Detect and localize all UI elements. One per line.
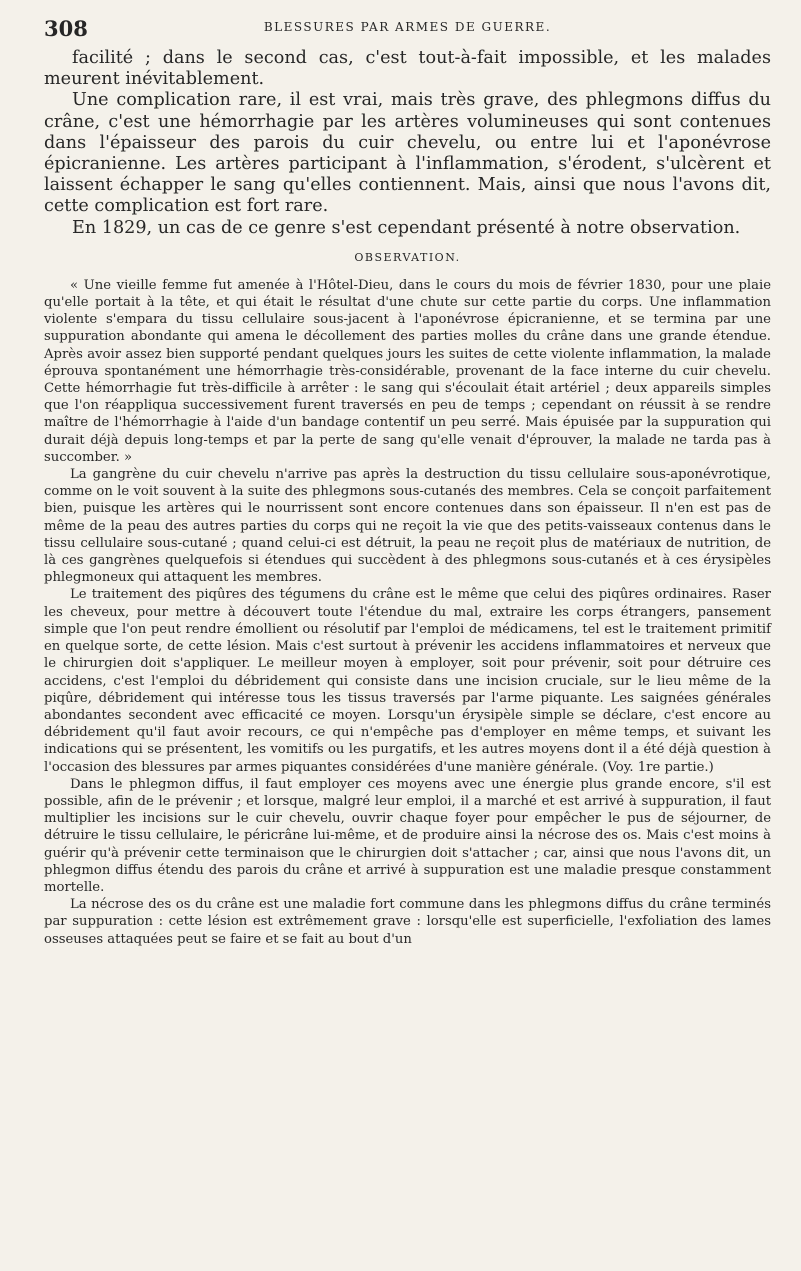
paragraph: Une complication rare, il est vrai, mais très grave, des phlegmons diffus du crâne, c'est une hémorrhagie par les artères volumineuses qui sont contenues dans l'épaisseur des parois du cuir chevelu, ou entre lui et l'aponévrose épicranienne. Les artères participant à l'inflammation, s'érodent, s'ulcèrent et laissent échapper le sang qu'elles contiennent. Mais, ainsi que nous l'avons dit, cette complication est fort rare. <box>44 90 771 217</box>
paragraph: La gangrène du cuir chevelu n'arrive pas après la destruction du tissu cellulaire sous-aponévrotique, comme on le voit souvent à la suite des phlegmons sous-cutanés des membres. Cela se conçoit parfaitement bien, puisque les artères qui le nourrissent sont encore contenues dans son épaisseur. Il n'en est pas de même de la peau des autres parties du corps qui ne reçoit la vie que des petits-vaisseaux contenus dans le tissu cellulaire sous-cutané ; quand celui-ci est détruit, la peau ne reçoit plus de matériaux de nutrition, de là ces gangrènes quelquefois si étendues qui succèdent à des phlegmons sous-cutanés et à ces érysipèles phlegmoneux qui attaquent les membres. <box>44 467 771 586</box>
paragraph: Dans le phlegmon diffus, il faut employer ces moyens avec une énergie plus grande encore, s'il est possible, afin de le prévenir ; et lorsque, malgré leur emploi, il a marché et est arrivé à suppuration, il faut multiplier les incisions sur le cuir chevelu, ouvrir chaque foyer pour empêcher le pus de séjourner, de détruire le tissu cellulaire, le péricrâne lui-même, et de produire ainsi la nécrose des os. Mais c'est moins à guérir qu'à prévenir cette terminaison que le chirurgien doit s'attacher ; car, ainsi que nous l'avons dit, un phlegmon diffus étendu des parois du crâne et arrivé à suppuration est une maladie presque constamment mortelle. <box>44 776 771 895</box>
paragraph: Le traitement des piqûres des tégumens du crâne est le même que celui des piqûres ordinaires. Raser les cheveux, pour mettre à découvert toute l'étendue du mal, extraire les corps étrangers, pansement simple que l'on peut rendre émollient ou résolutif par l'emploi de médicamens, tel est le traitement primitif en quelque sorte, de cette lésion. Mais c'est surtout à prévenir les accidens inflammatoires et nerveux que le chirurgien doit s'appliquer. Le meilleur moyen à employer, soit pour prévenir, soit pour détruire ces accidens, c'est l'emploi du débridement qui consiste dans une incision cruciale, sur le lieu même de la piqûre, débridement qui intéresse tous les tissus traversés par l'arme piquante. Les saignées générales abondantes secondent avec efficacité ce moyen. Lorsqu'un érysipèle simple se déclare, c'est encore au débridement qu'il faut avoir recours, ce qui n'empêche pas d'employer en même temps, et suivant les indications qui se présentent, les vomitifs ou les purgatifs, et les autres moyens dont il a été déjà question à l'occasion des blessures par armes piquantes considérées d'une manière générale. (Voy. 1re partie.) <box>44 587 771 775</box>
paragraph: En 1829, un cas de ce genre s'est cependant présenté à notre observation. <box>72 217 741 238</box>
paragraph: « Une vieille femme fut amenée à l'Hôtel-Dieu, dans le cours du mois de février 1830, pour une plaie qu'elle portait à la tête, et qui était le résultat d'une chute sur cette partie du corps. Une inflammation violente s'empara du tissu cellulaire sous-jacent à l'aponévrose épicranienne, et se termina par une suppuration abondante qui amena le décollement des parties molles du crâne dans une grande étendue. Après avoir assez bien supporté pendant quelques jours les suites de cette violente inflammation, la malade éprouva spontanément une hémorrhagie très-considérable, provenant de la face interne du cuir chevelu. Cette hémorrhagie fut très-difficile à arrêter : le sang qui s'écoulait était artériel ; deux appareils simples que l'on réappliqua successivement furent traversés en peu de temps ; cependant on réussit à se rendre maître de l'hémorrhagie à l'aide d'un bandage contentif un peu serré. Mais épuisée par la suppuration qui durait déjà depuis long-temps et par la perte de sang qu'elle venait d'éprouver, la malade ne tarda pas à succomber. » <box>44 277 771 465</box>
running-title: BLESSURES PAR ARMES DE GUERRE. <box>263 20 552 34</box>
page-number: 308 <box>44 16 88 41</box>
intro-text <box>44 48 771 239</box>
observation-text <box>44 277 771 948</box>
running-head <box>44 14 771 48</box>
paragraph: facilité ; dans le second cas, c'est tout-à-fait impossible, et les malades meurent inévitablement. <box>44 48 771 90</box>
paragraph: La nécrose des os du crâne est une maladie fort commune dans les phlegmons diffus du crâne terminés par suppuration : cette lésion est extrêmement grave : lorsqu'elle est superficielle, l'exfoliation des lames osseuses attaquées peut se faire et se fait au bout d'un <box>44 897 771 947</box>
observation-heading: OBSERVATION. <box>354 250 461 264</box>
